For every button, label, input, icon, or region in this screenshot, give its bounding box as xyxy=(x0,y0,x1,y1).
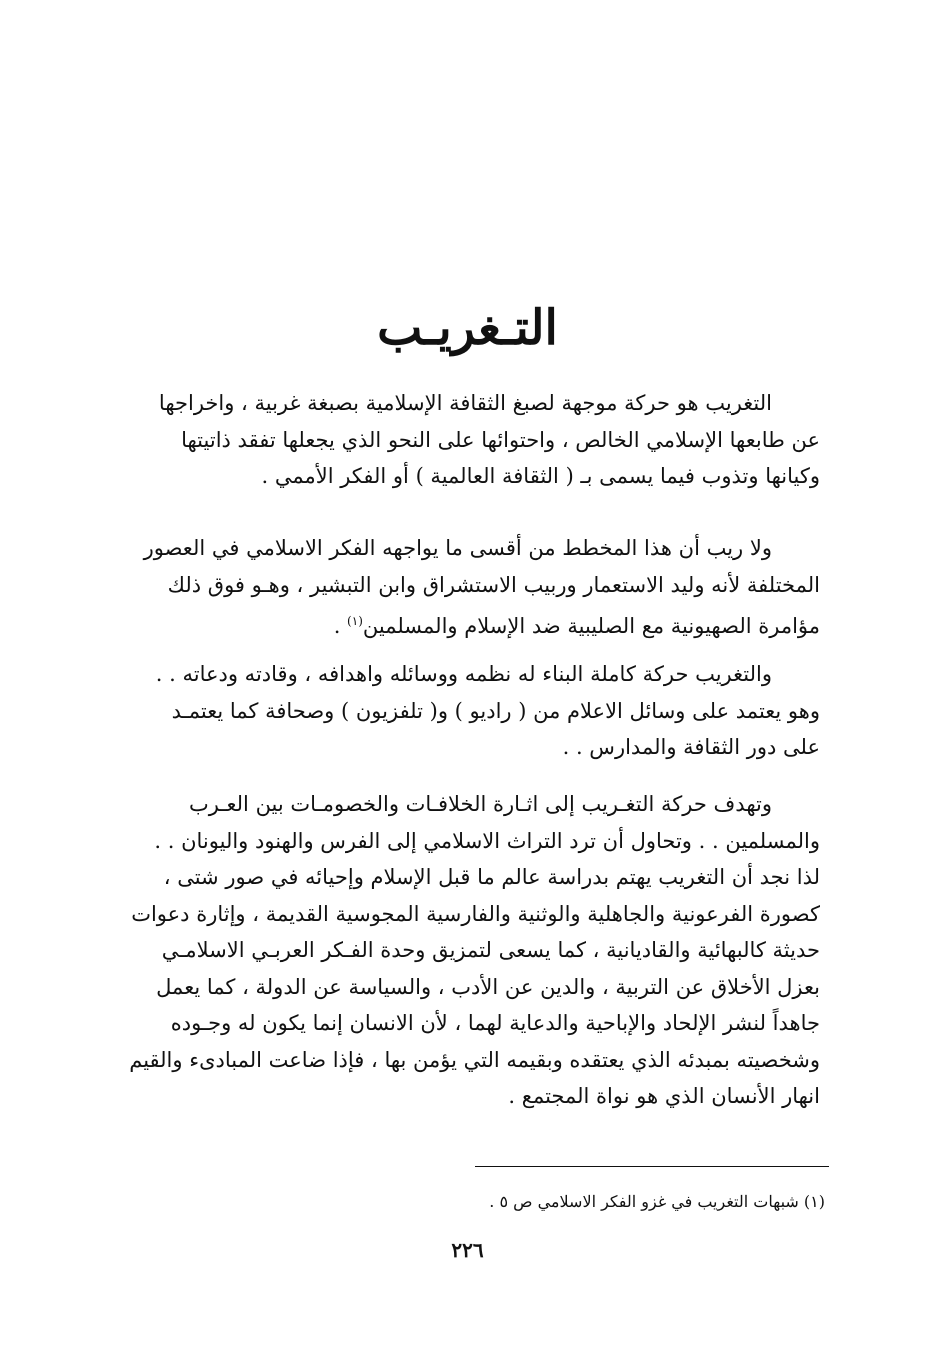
paragraph-line: وهو يعتمد على وسائل الاعلام من ( راديو ) و( تلفزيون ) وصحافة كما يعتمـد xyxy=(171,698,820,723)
paragraph-4 xyxy=(110,786,820,1115)
paragraph-1 xyxy=(110,385,820,495)
paragraph-line: والتغريب حركة كاملة البناء له نظمه ووسائله واهدافه ، وقادته ودعاته . . xyxy=(155,662,772,686)
paragraph-line: كصورة الفرعونية والجاهلية والوثنية والفارسية المجوسية القديمة ، وإثارة دعوات xyxy=(131,901,820,926)
paragraph-line: التغريب هو حركة موجهة لصبغ الثقافة الإسلامية بصبغة غربية ، واخراجها xyxy=(158,391,772,415)
paragraph-line: عن طابعها الإسلامي الخالص ، واحتوائها على النحو الذي يجعلها تفقد ذاتيتها xyxy=(181,427,820,452)
paragraph-trailing: . xyxy=(333,614,348,638)
paragraph-line xyxy=(110,603,820,645)
paragraph-2 xyxy=(110,530,820,645)
paragraph-line: انهار الأنسان الذي هو نواة المجتمع . xyxy=(508,1084,820,1108)
paragraph-line: المختلفة لأنه وليد الاستعمار وربيب الاستشراق وابن التبشير ، وهـو فوق ذلك xyxy=(167,572,820,597)
paragraph-line: وشخصيته بمبدئه الذي يعتقده وبقيمه التي يؤمن بها ، فإذا ضاعت المبادىء والقيم xyxy=(129,1047,820,1072)
paragraph-line: جاهداً لنشر الإلحاد والإباحية والدعاية لهما ، لأن الانسان إنما يكون له وجـوده xyxy=(170,1011,820,1035)
footnote: (١) شبهات التغريب في غزو الفكر الاسلامي ص ٥ . xyxy=(489,1192,825,1211)
paragraph-line: بعزل الأخلاق عن التربية ، والدين عن الأدب ، والسياسة عن الدولة ، كما يعمل xyxy=(156,974,820,999)
paragraph-line: على دور الثقافة والمدارس . . xyxy=(562,735,820,759)
page-number: ٢٢٦ xyxy=(451,1238,484,1262)
paragraph-line: ولا ريب أن هذا المخطط من أقسى ما يواجهه الفكر الاسلامي في العصور xyxy=(143,536,772,560)
paragraph-3 xyxy=(110,656,820,766)
footnote-marker: (١) xyxy=(347,614,363,628)
paragraph-text: مؤامرة الصهيونية مع الصليبية ضد الإسلام والمسلمين xyxy=(362,614,820,638)
paragraph-line: والمسلمين . . وتحاول أن ترد التراث الاسلامي إلى الفرس والهنود واليونان . . xyxy=(154,828,820,853)
paragraph-line: لذا نجد أن التغريب يهتم بدراسة عالم ما قبل الإسلام وإحيائه في صور شتى ، xyxy=(163,865,820,889)
chapter-title: التـغريـب xyxy=(377,300,558,356)
footnote-divider xyxy=(475,1166,829,1167)
paragraph-line: حديثة كالبهائية والقاديانية ، كما يسعى لتمزيق وحدة الفـكر العربـي الاسلامـي xyxy=(161,938,820,962)
paragraph-line: وتهدف حركة التغـريب إلى اثـارة الخلافـات والخصومـات بين العـرب xyxy=(189,792,772,816)
paragraph-line: وكيانها وتذوب فيما يسمى بـ ( الثقافة العالمية ) أو الفكر الأممي . xyxy=(261,464,820,488)
